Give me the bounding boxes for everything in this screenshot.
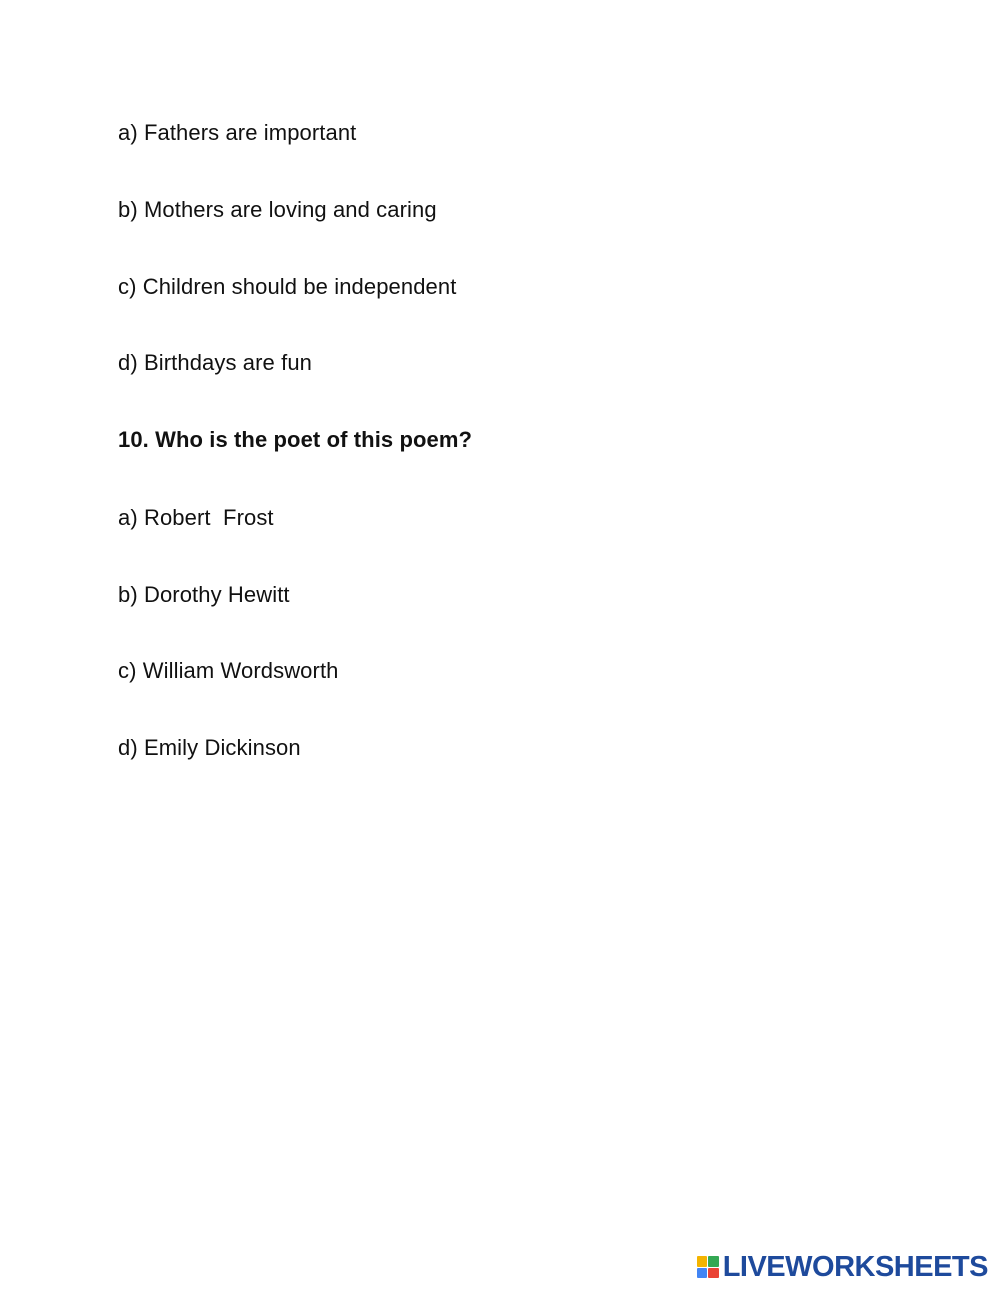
question-10: 10. Who is the poet of this poem? xyxy=(118,427,473,452)
option-q10-b: b) Dorothy Hewitt xyxy=(118,582,290,607)
logo-text: LIVEWORKSHEETS xyxy=(722,1250,988,1283)
option-q10-c: c) William Wordsworth xyxy=(118,658,339,683)
option-q9-d: d) Birthdays are fun xyxy=(118,350,312,375)
liveworksheets-logo xyxy=(697,1252,988,1282)
option-q9-b: b) Mothers are loving and caring xyxy=(118,197,437,222)
option-q9-c: c) Children should be independent xyxy=(118,274,457,299)
option-q10-a: a) Robert Frost xyxy=(118,505,274,530)
liveworksheets-logo-icon xyxy=(697,1256,719,1278)
option-q9-a: a) Fathers are important xyxy=(118,120,357,145)
option-q10-d: d) Emily Dickinson xyxy=(118,735,301,760)
